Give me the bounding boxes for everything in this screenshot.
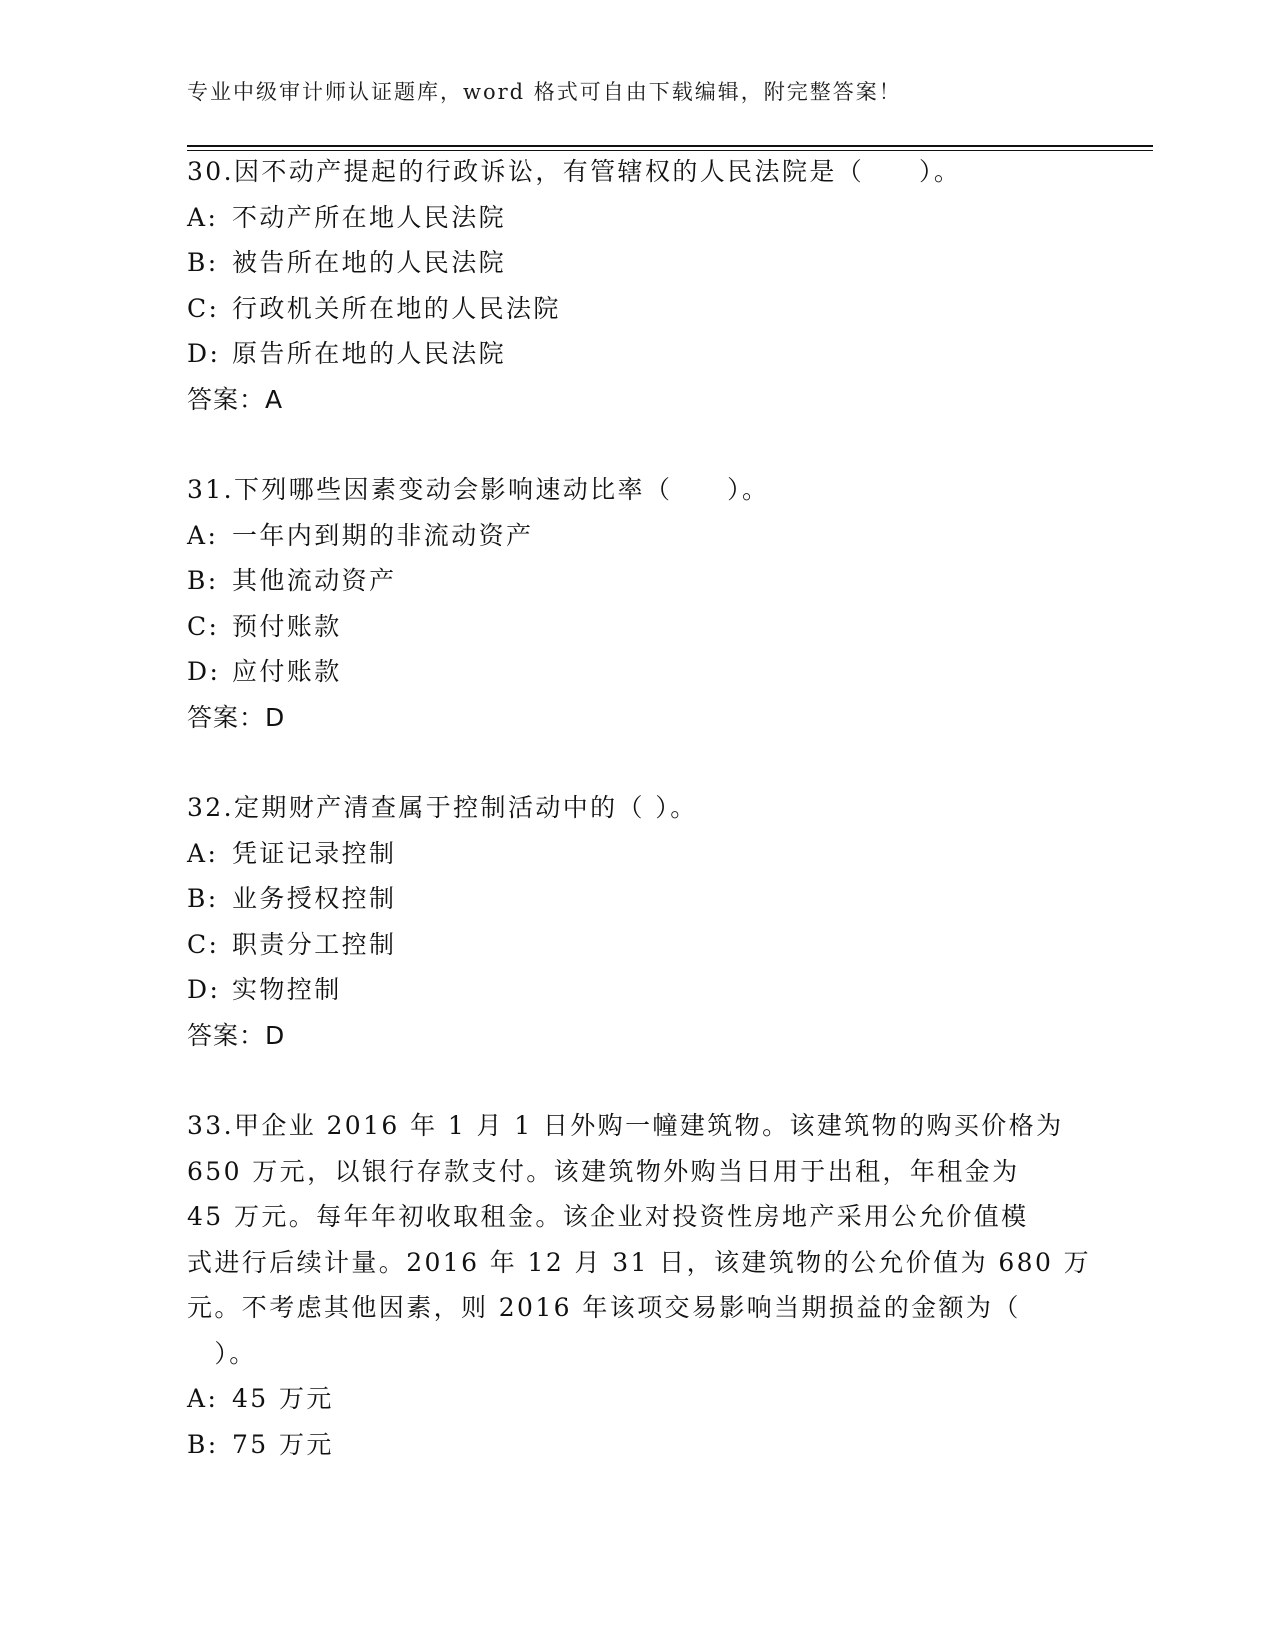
option-a: A: 一年内到期的非流动资产 bbox=[187, 520, 534, 550]
question-stem: 31.下列哪些因素变动会影响速动比率（ ）。 bbox=[187, 475, 770, 504]
option-a: A: 45 万元 bbox=[187, 1384, 334, 1413]
question-stem-line: 式进行后续计量。2016 年 12 月 31 日，该建筑物的公允价值为 680 万 bbox=[187, 1247, 1091, 1277]
answer: 答案：D bbox=[187, 1020, 286, 1050]
option-b: B: 被告所在地的人民法院 bbox=[187, 248, 507, 277]
document-header: 专业中级审计师认证题库，word 格式可自由下载编辑，附完整答案！ bbox=[187, 80, 902, 104]
option-d: D: 应付账款 bbox=[187, 657, 342, 686]
question-stem: 32.定期财产清查属于控制活动中的（ ）。 bbox=[187, 793, 698, 822]
question-30 bbox=[187, 149, 1067, 422]
question-33 bbox=[187, 1103, 1091, 1467]
question-stem-line: 33.甲企业 2016 年 1 月 1 日外购一幢建筑物。该建筑物的购买价格为 bbox=[187, 1111, 1064, 1140]
question-stem: 30.因不动产提起的行政诉讼，有管辖权的人民法院是（ ）。 bbox=[187, 157, 962, 186]
option-b: B: 业务授权控制 bbox=[187, 884, 397, 913]
question-stem-line: ）。 bbox=[187, 1338, 257, 1368]
option-c: C: 预付账款 bbox=[187, 611, 342, 641]
question-stem-line: 45 万元。每年年初收取租金。该企业对投资性房地产采用公允价值模 bbox=[187, 1202, 1029, 1231]
option-b: B: 75 万元 bbox=[187, 1429, 334, 1459]
option-c: C: 行政机关所在地的人民法院 bbox=[187, 293, 561, 323]
question-stem-line: 650 万元，以银行存款支付。该建筑物外购当日用于出租，年租金为 bbox=[187, 1156, 1020, 1186]
option-c: C: 职责分工控制 bbox=[187, 929, 397, 959]
answer: 答案：A bbox=[187, 384, 284, 414]
header-rule bbox=[187, 145, 1153, 147]
question-32 bbox=[187, 785, 1067, 1058]
question-stem-line: 元。不考虑其他因素，则 2016 年该项交易影响当期损益的金额为（ bbox=[187, 1293, 1021, 1322]
option-d: D: 实物控制 bbox=[187, 975, 342, 1004]
answer: 答案：D bbox=[187, 702, 286, 732]
question-31 bbox=[187, 467, 1067, 740]
option-a: A: 凭证记录控制 bbox=[187, 838, 397, 868]
option-d: D: 原告所在地的人民法院 bbox=[187, 339, 507, 368]
option-a: A: 不动产所在地人民法院 bbox=[187, 202, 507, 232]
option-b: B: 其他流动资产 bbox=[187, 566, 397, 595]
